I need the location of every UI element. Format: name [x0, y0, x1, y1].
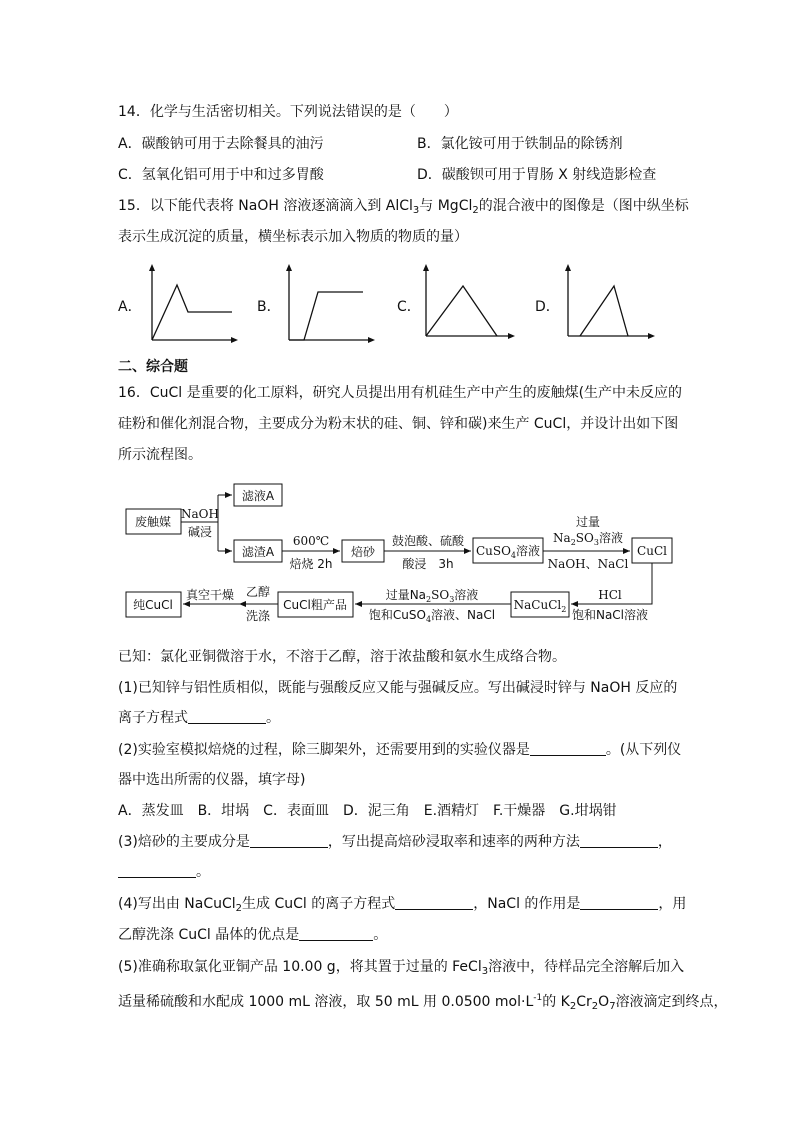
q16-para-1: 16．CuCl 是重要的化工原料，研究人员提出用有机硅生产中产生的废触煤(生产中未反应的: [118, 385, 683, 401]
text: 。(从下列仪: [605, 742, 682, 758]
text: NaCuCl: [513, 598, 562, 612]
label-vacuum-dry: 真空干燥: [185, 588, 235, 602]
label-excess: 过量: [575, 515, 601, 529]
q16-sub3-line1: [118, 832, 672, 852]
text: (2)实验室模拟焙烧的过程，除三脚架外，还需要用到的实验仪器是: [118, 742, 530, 758]
text: Cr: [576, 994, 592, 1010]
text: 溶液滴定到终点，: [615, 994, 728, 1010]
q15-graph-b: [277, 262, 377, 346]
q15-graph-d: [557, 262, 657, 346]
text: 。: [196, 864, 210, 880]
subscript: 2: [570, 538, 576, 547]
q16-para-3: 所示流程图。: [118, 447, 202, 463]
label-bubble-acid: 鼓泡酸、硫酸: [391, 534, 465, 548]
answer-blank[interactable]: [580, 833, 658, 848]
q14-option-b: B．氯化铵可用于铁制品的除锈剂: [417, 136, 623, 152]
label-wash: 洗涤: [245, 609, 271, 623]
q16-known: 已知：氯化亚铜微溶于水，不溶于乙醇，溶于浓盐酸和氨水生成络合物。: [118, 649, 566, 665]
label-roast: 焙烧 2h: [289, 557, 333, 571]
text: 的 K: [542, 994, 570, 1010]
q15-label-c: C．: [397, 299, 421, 315]
q16-sub2-line2: 器中选出所需的仪器，填字母): [118, 772, 306, 788]
label-nacucl2: [514, 598, 567, 614]
text: 乙醇洗涤 CuCl 晶体的优点是: [118, 927, 300, 943]
subscript: 2: [235, 903, 243, 914]
answer-blank[interactable]: [118, 863, 196, 878]
q15-stem: [118, 196, 689, 221]
q15-stem-part: 15．以下能代表将 NaOH 溶液逐滴滴入到 AlCl: [118, 198, 413, 214]
label-naoh-nacl: NaOH、NaCl: [547, 557, 629, 571]
q14-stem: 14．化学与生活密切相关。下列说法错误的是（ ）: [118, 104, 458, 120]
y-axis-arrow: [286, 264, 292, 271]
x-axis-arrow: [508, 333, 515, 339]
answer-blank[interactable]: [580, 895, 658, 910]
y-axis-arrow: [423, 264, 429, 271]
text: 离子方程式: [118, 710, 188, 726]
text: 溶液: [598, 531, 623, 545]
label-600c: 600℃: [292, 534, 330, 548]
q14-option-d: D．碳酸钡可用于胃肠 X 射线造影检查: [417, 167, 657, 183]
subscript: 2: [569, 1001, 577, 1012]
label-filtrate-a: 滤液A: [241, 489, 275, 503]
curve: [580, 286, 628, 336]
label-cucl: CuCl: [637, 544, 667, 558]
subscript: 3: [449, 595, 455, 604]
y-axis-arrow: [149, 264, 155, 271]
label-alkali-leach: 碱浸: [187, 525, 213, 539]
q14-option-a: A．碳酸钠可用于去除餐具的油污: [118, 136, 324, 152]
text: 溶液中，待样品完全溶解后加入: [488, 959, 685, 975]
text: ，NaCl 的作用是: [473, 896, 581, 912]
text: ，用: [658, 896, 687, 912]
text: SO: [431, 588, 450, 602]
text: (4)写出由 NaCuCl: [118, 896, 236, 912]
subscript: 2: [561, 605, 567, 614]
q16-sub2-options: A．蒸发皿 B．坩埚 C．表面皿 D．泥三角 E.酒精灯 F.干燥器 G.坩埚钳: [118, 803, 617, 819]
text: ，写出提高焙砂浸取率和速率的两种方法: [327, 834, 580, 850]
q15-label-b: B．: [257, 299, 281, 315]
curve: [289, 292, 363, 340]
text: 生成 CuCl 的离子方程式: [242, 896, 396, 912]
text: Na: [553, 531, 571, 545]
answer-blank[interactable]: [299, 926, 373, 941]
q16-sub4-line1: [118, 894, 686, 919]
subscript: 3: [412, 205, 420, 216]
text: 饱和CuSO: [368, 608, 426, 622]
label-cuso4: [476, 543, 540, 560]
label-calcine: 焙砂: [350, 545, 376, 559]
q15-label-d: D．: [535, 299, 560, 315]
text: (3)焙砂的主要成分是: [118, 834, 250, 850]
q14-option-c: C．氢氧化铝可用于中和过多胃酸: [118, 167, 324, 183]
subscript: 2: [426, 595, 432, 604]
answer-blank[interactable]: [530, 741, 606, 756]
subscript: 4: [425, 615, 432, 624]
text: 溶液: [454, 588, 479, 602]
answer-blank[interactable]: [188, 709, 266, 724]
q15-graph-a: [140, 262, 240, 346]
q16-sub3-line2: [118, 862, 210, 882]
x-axis-arrow: [648, 333, 655, 339]
q16-sub2-line1: [118, 740, 681, 760]
q16-sub1-line2: [118, 708, 280, 728]
x-axis-arrow: [368, 337, 375, 343]
label-residue-a: 滤渣A: [241, 545, 275, 559]
curve: [152, 285, 232, 340]
text: 溶液、NaCl: [431, 608, 496, 622]
q15-stem-line2: 表示生成沉淀的质量，横坐标表示加入物质的物质的量）: [118, 229, 468, 245]
label-sat-nacl: 饱和NaCl溶液: [571, 608, 649, 622]
x-axis-arrow: [231, 337, 238, 343]
process-flow-chart: [118, 478, 678, 628]
label-waste-catalyst: 废触媒: [134, 515, 172, 529]
text: ，: [657, 834, 672, 850]
q16-para-2: 硅粉和催化剂混合物，主要成分为粉末状的硅、铜、锌和碳)来生产 CuCl，并设计出如下图: [118, 416, 679, 432]
answer-blank[interactable]: [250, 833, 328, 848]
superscript: -1: [533, 993, 543, 1003]
subscript: 3: [593, 538, 599, 547]
y-axis-arrow: [565, 264, 571, 271]
text: 适量稀硫酸和水配成 1000 mL 溶液，取 50 mL 用 0.0500 mol·L: [118, 994, 534, 1010]
label-na2so3: [553, 530, 623, 547]
q15-graph-c: [417, 262, 517, 346]
text: 过量Na: [385, 588, 427, 602]
q16-sub1-line1: (1)已知锌与铝性质相似，既能与强酸反应又能与强碱反应。写出碱浸时锌与 NaOH 反应的: [118, 680, 678, 696]
label-sat-cuso4-nacl: [369, 607, 495, 624]
subscript: 2: [472, 205, 479, 216]
text: (5)准确称取氯化亚铜产品 10.00 g，将其置于过量的 FeCl: [118, 959, 482, 975]
label-crude-cucl: CuCl粗产品: [283, 598, 347, 612]
label-hcl: HCl: [598, 588, 622, 602]
section-heading: 二、综合题: [118, 359, 188, 375]
subscript: 4: [510, 551, 517, 560]
q16-sub4-line2: [118, 925, 387, 945]
text: O: [598, 994, 610, 1010]
curve: [426, 286, 497, 336]
q15-stem-part: 的混合液中的图像是（图中纵坐标: [478, 198, 689, 214]
q16-sub5-line1: [118, 957, 684, 982]
label-excess-na2so3: [386, 587, 479, 604]
answer-blank[interactable]: [395, 895, 473, 910]
text: 。: [266, 710, 280, 726]
text: CuSO: [475, 544, 511, 558]
subscript: 3: [481, 966, 489, 977]
text: SO: [575, 531, 594, 545]
text: 溶液: [516, 544, 541, 558]
label-acid-leach: 酸浸 3h: [402, 557, 454, 571]
text: 。: [373, 927, 388, 943]
q15-stem-part: 与 MgCl: [419, 198, 473, 214]
subscript: 7: [609, 1001, 616, 1012]
subscript: 2: [591, 1001, 599, 1012]
q15-label-a: A．: [118, 299, 142, 315]
q16-sub5-line2: [118, 988, 728, 1017]
label-ethanol: 乙醇: [245, 585, 271, 599]
label-pure-cucl: 纯CuCl: [133, 598, 173, 612]
label-naoh: NaOH: [181, 507, 219, 521]
